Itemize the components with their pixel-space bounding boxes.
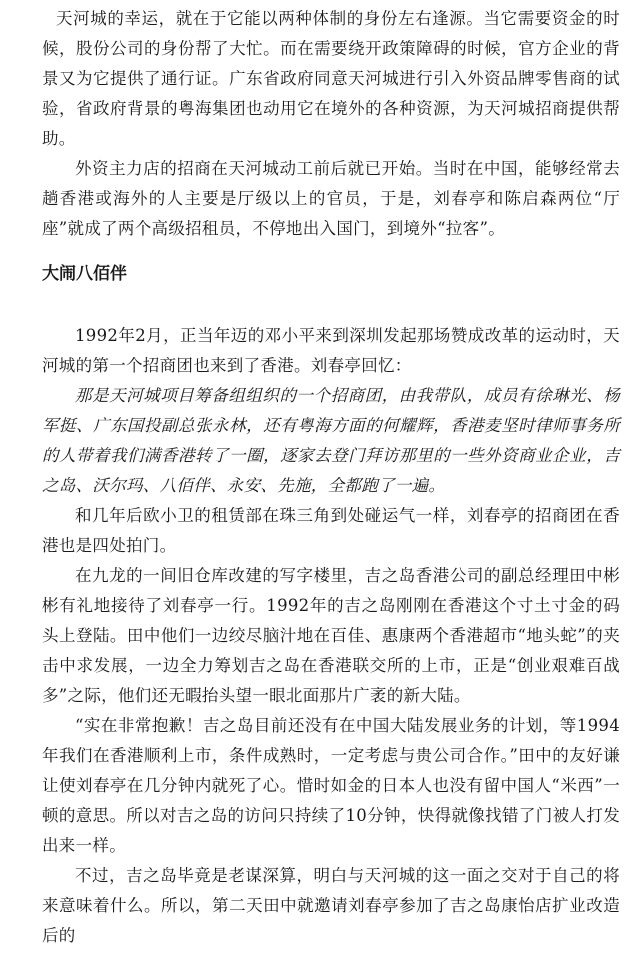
paragraph-6: 在九龙的一间旧仓库改建的写字楼里，吉之岛香港公司的副总经理田中彬彬有礼地接待了刘春亭一行。1992年的吉之岛刚刚在香港这个寸土寸金的码头上登陆。田中他们一边绞尽脑汁地在百佳、惠康两个香港超市“地头蛇”的夹击中求发展，一边全力筹划吉之岛在香港联交所的上市，正是“创业艰难百战多”之际，他们还无暇抬头望一眼北面那片广袤的新大陆。 [42, 566, 620, 705]
paragraph-5: 和几年后欧小卫的租赁部在珠三角到处碰运气一样，刘春亭的招商团在香港也是四处拍门。 [42, 506, 620, 555]
paragraph-2: 外资主力店的招商在天河城动工前后就已开始。当时在中国，能够经常去趟香港或海外的人主要是厅级以上的官员，于是，刘春亭和陈启森两位“厅座”就成了两个高级招租员，不停地出入国门，到境外“拉客”。 [42, 159, 620, 238]
paragraph-1: 天河城的幸运，就在于它能以两种体制的身份左右逢源。当它需要资金的时候，股份公司的身份帮了大忙。而在需要绕开政策障碍的时候，官方企业的背景又为它提供了通行证。广东省政府同意天河城进行引入外资品牌零售商的试验，省政府背景的粤海集团也动用它在境外的各种资源，为天河城招商提供帮助。 [42, 9, 620, 148]
paragraph-3: 1992年2月，正当年迈的邓小平来到深圳发起那场赞成改革的运动时，天河城的第一个招商团也来到了香港。刘春亭回忆： [42, 326, 620, 375]
quote-block: 那是天河城项目筹备组组织的一个招商团，由我带队，成员有徐琳光、杨军挺、广东国投副总张永林，还有粤海方面的何耀辉，香港麦坚时律师事务所的人带着我们满香港转了一圈，逐家去登门拜访那里的一些外资商业企业，吉之岛、沃尔玛、八佰伴、永安、先施，全都跑了一遍。 [42, 386, 620, 495]
paragraph-8: 不过，吉之岛毕竟是老谋深算，明白与天河城的这一面之交对于自己的将来意味着什么。所以，第二天田中就邀请刘春亭参加了吉之岛康怡店扩业改造后的 [42, 866, 620, 945]
paragraph-7: “实在非常抱歉！吉之岛目前还没有在中国大陆发展业务的计划，等1994年我们在香港顺利上市，条件成熟时，一定考虑与贵公司合作。”田中的友好谦让使刘春亭在几分钟内就死了心。惜时如金的日本人也没有留中国人“米西”一顿的意思。所以对吉之岛的访问只持续了10分钟，快得就像找错了门被人打发出来一样。 [42, 716, 620, 855]
section-heading: 大闹八佰伴 [42, 264, 127, 284]
